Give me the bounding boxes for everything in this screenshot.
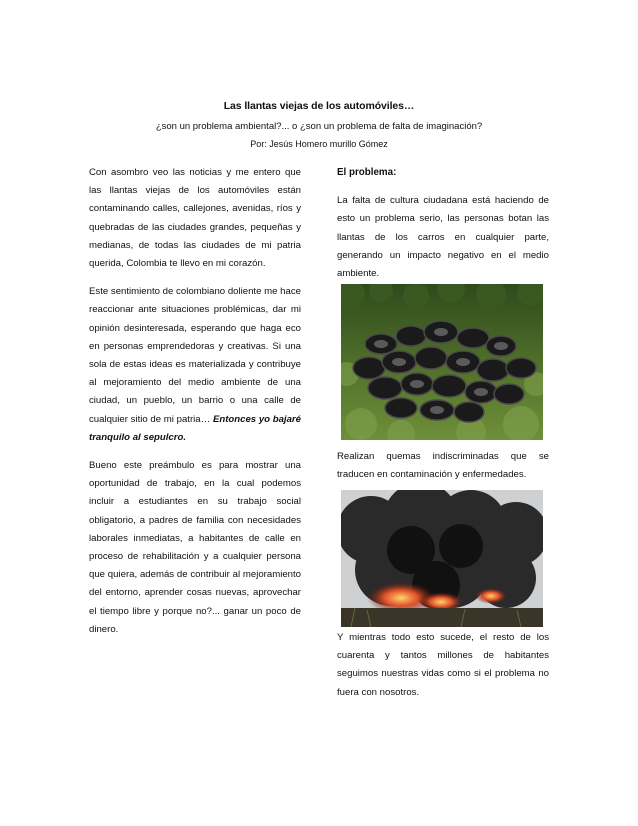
section-heading: El problema: <box>337 167 397 178</box>
paragraph-3: Bueno este preámbulo es para mostrar una oportunidad de trabajo, en la cual podemos incluir a estudiantes en su trabajo social obligatorio, a padres de familia con necesidades laborales inmediatas, a habitantes de calle en proceso de rehabilitación y a cualquier persona que quiera, además de contribuir al mejoramiento del entorno, aprender cosas nuevas, aprovechar el tiempo libre y porque no?... ganar un poco de dinero. <box>89 460 301 635</box>
paragraph-2-text: Este sentimiento de colombiano doliente me hace reaccionar ante situaciones problémicas, dar mi opinión desinteresada, esperando que haga eco en personas emprendedoras y creativas. Si una sola de estas ideas es materializada y contribuye al mejoramiento del medio ambiente de una ciudad, un pueblo, un barrio o una calle de cualquier sitio de mi patria… <box>89 286 301 425</box>
article-subtitle: ¿son un problema ambiental?... o ¿son un problema de falta de imaginación? <box>155 121 483 132</box>
article-author: Por: Jesús Homero murillo Gómez <box>250 139 388 149</box>
paragraph-2 <box>89 283 301 447</box>
right-column-top <box>337 164 549 293</box>
burning-tires-photo <box>341 490 543 627</box>
article-title: Las llantas viejas de los automóviles… <box>223 100 415 112</box>
problem-paragraph: La falta de cultura ciudadana está haciendo de esto un problema serio, las personas botan las llantas de los carros en cualquier parte, generando un impacto negativo en el medio ambiente. <box>337 195 549 280</box>
closing-paragraph: Y mientras todo esto sucede, el resto de los cuarenta y tantos millones de habitantes seguimos nuestras vidas como si el problema no fuera con nosotros. <box>337 632 549 698</box>
right-column-bottom <box>337 629 549 712</box>
paragraph-1: Con asombro veo las noticias y me entero que las llantas viejas de los automóviles están contaminando calles, callejones, avenidas, ríos y quebradas de las ciudades grandes, pequeñas y medianas, de todas las ciudades de mi patria querida, Colombia te llevo en mi corazón. <box>89 167 301 270</box>
burning-paragraph: Realizan quemas indiscriminadas que se traducen en contaminación y enfermedades. <box>337 451 549 481</box>
left-column <box>89 164 301 649</box>
paragraph-2-emphasis: Entonces yo bajaré tranquilo al sepulcro. <box>89 413 301 443</box>
right-column-middle <box>337 448 549 494</box>
tire-pile-photo <box>341 284 543 440</box>
